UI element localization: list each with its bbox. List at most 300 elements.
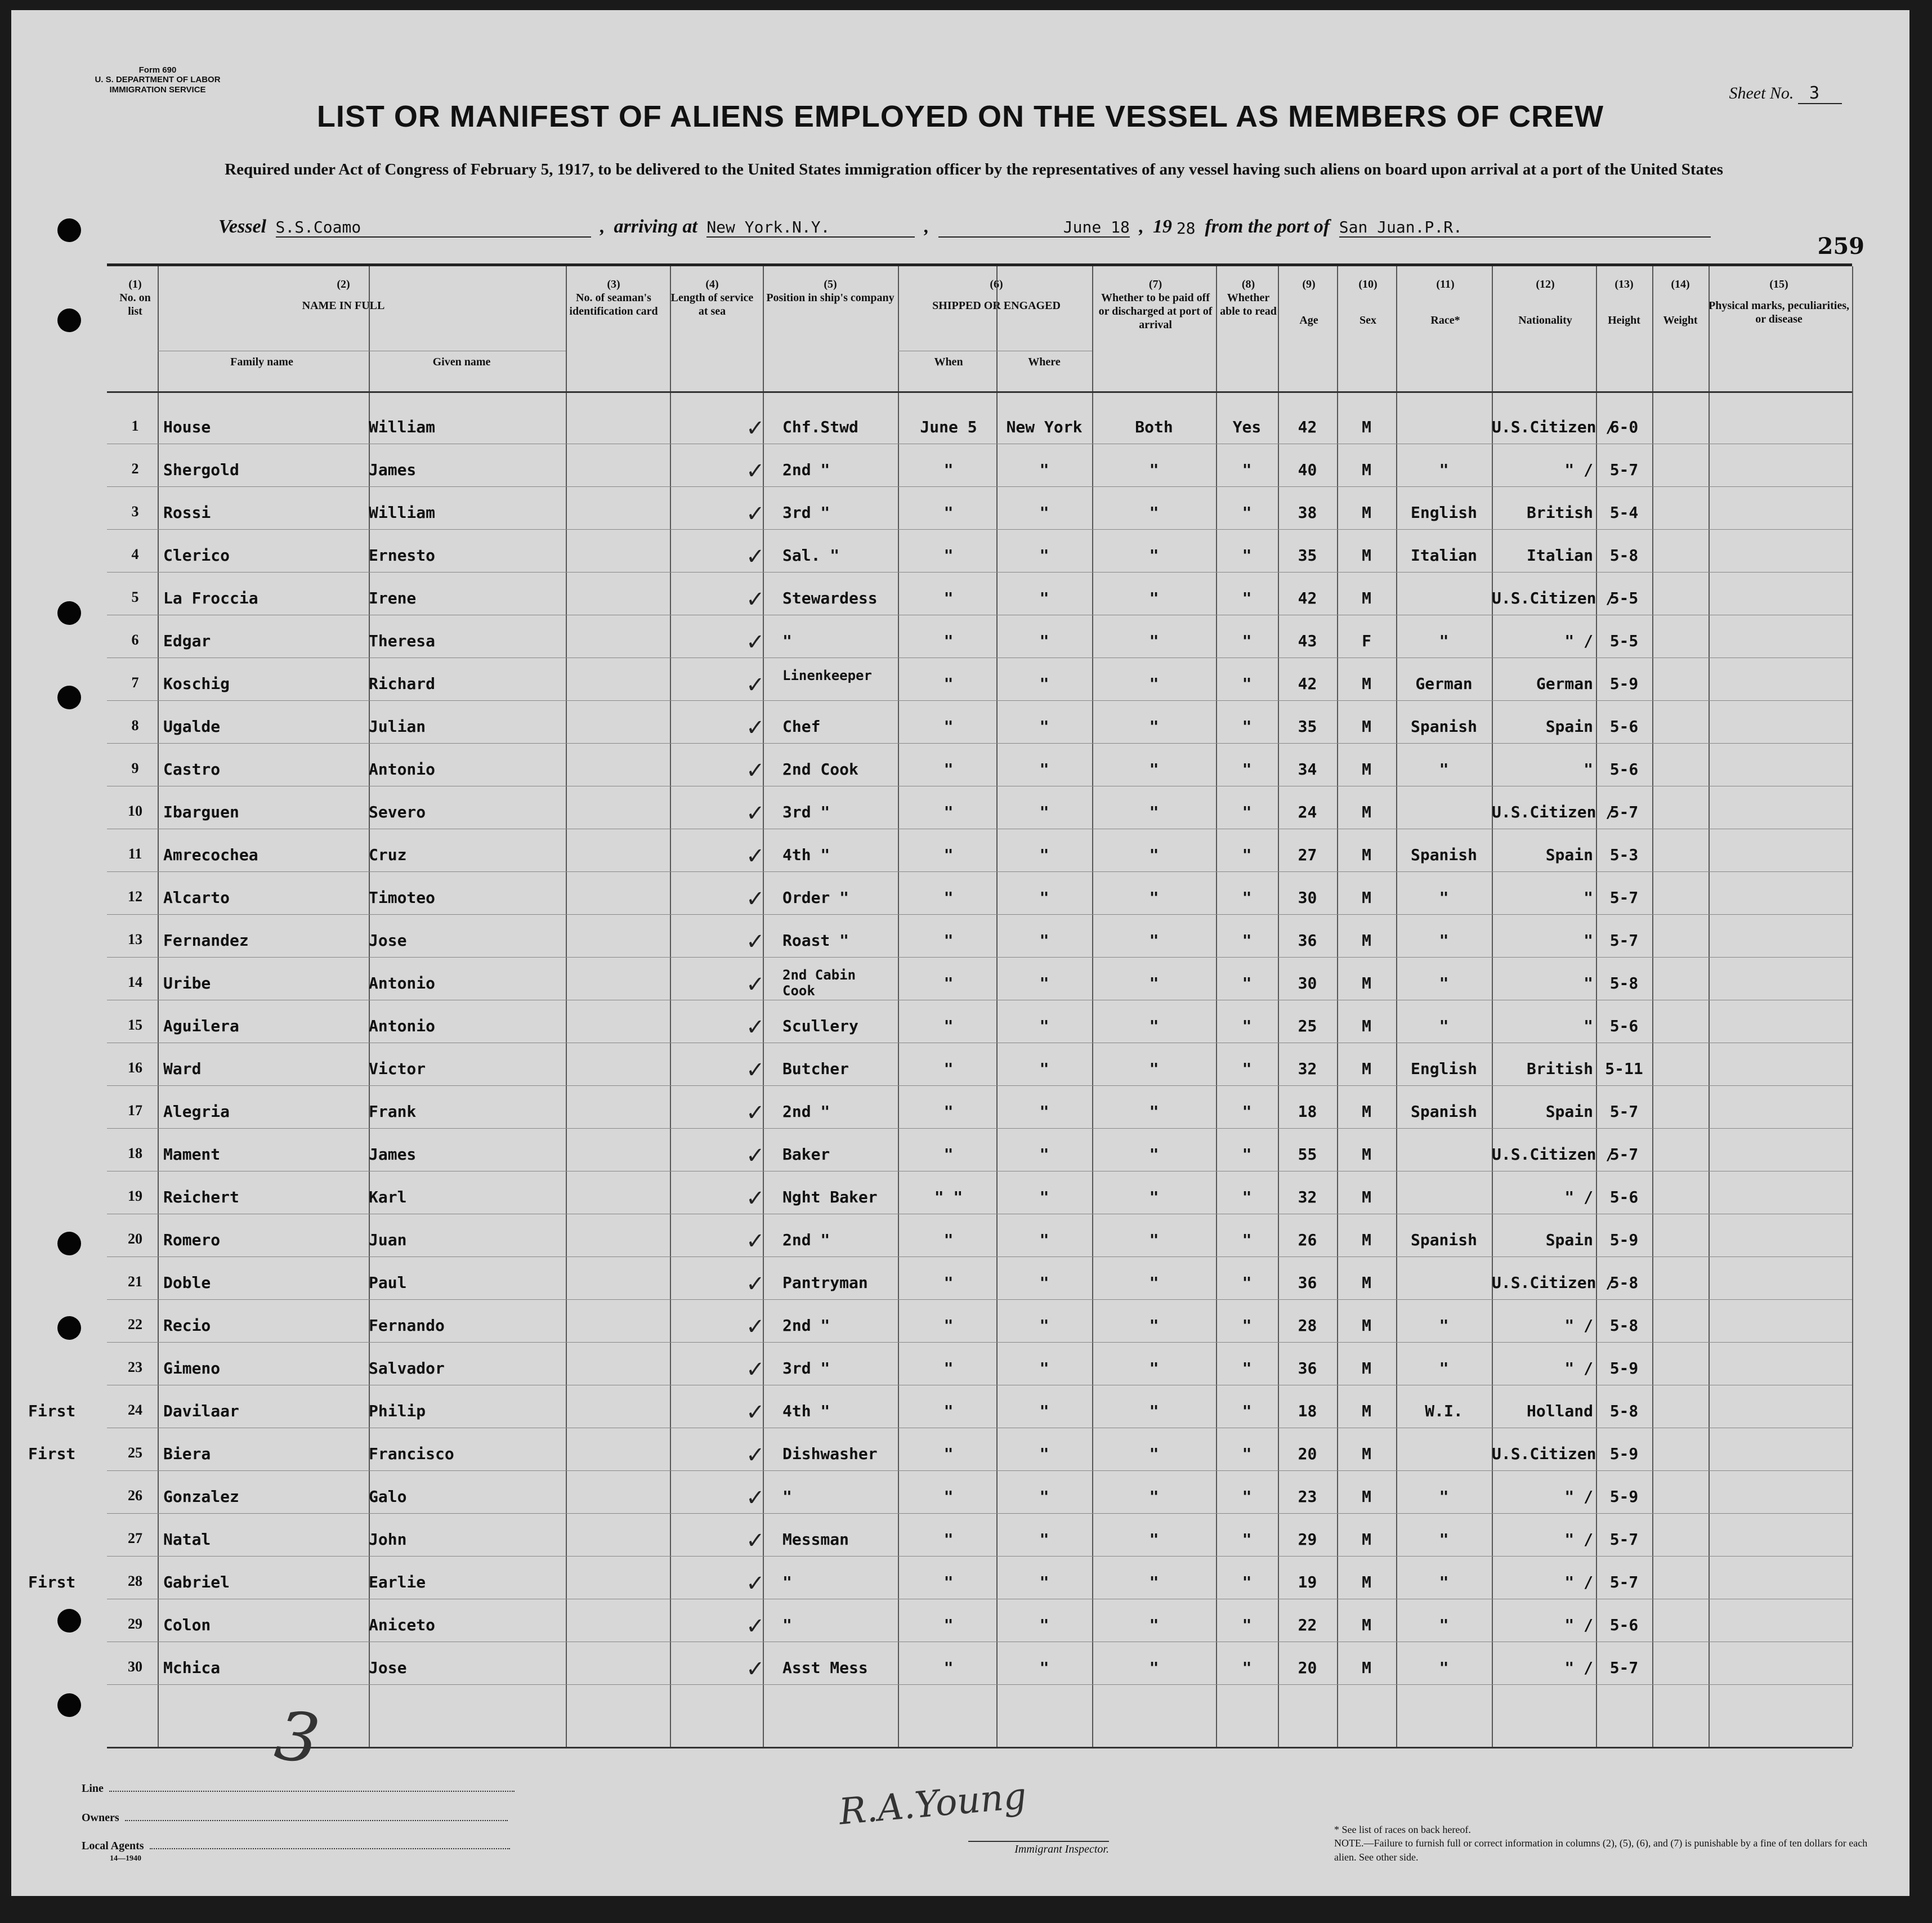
cell-where: " <box>1039 1316 1049 1335</box>
cell-read: Yes <box>1232 418 1262 436</box>
cell-family: Ibarguen <box>163 803 239 821</box>
check-mark-icon: ✓ <box>746 1571 765 1596</box>
cell-family: Davilaar <box>163 1402 239 1420</box>
cell-nationality: British <box>1526 503 1593 522</box>
cell-given: Antonio <box>369 974 436 992</box>
cell-paid: " <box>1149 674 1159 693</box>
cell-given: Irene <box>369 589 417 607</box>
cell-paid: " <box>1149 503 1159 522</box>
cell-age: 42 <box>1298 418 1317 436</box>
cell-height: 5-7 <box>1609 931 1639 950</box>
cell-age: 55 <box>1298 1145 1317 1164</box>
cell-when: " <box>943 1616 954 1634</box>
cell-when: " <box>943 503 954 522</box>
cell-family: Fernandez <box>163 931 249 950</box>
cell-read: " <box>1242 1316 1252 1335</box>
check-mark-icon: ✓ <box>746 458 765 484</box>
cell-height: 6-0 <box>1609 418 1639 436</box>
cell-given: Julian <box>369 717 426 736</box>
cell-when: " <box>943 1487 954 1506</box>
cell-position: Dishwasher <box>782 1445 878 1463</box>
cell-nationality: " <box>1584 974 1593 992</box>
cell-age: 38 <box>1298 503 1317 522</box>
cell-height: 5-7 <box>1609 1658 1639 1677</box>
check-mark-icon: ✓ <box>746 1485 765 1511</box>
cell-when: " <box>943 1402 954 1420</box>
check-mark-icon: ✓ <box>746 1357 765 1383</box>
table-row <box>107 410 1852 453</box>
cell-race: " <box>1439 460 1449 479</box>
cell-nationality: U.S.Citizen <box>1492 1445 1596 1463</box>
cell-height: 5-5 <box>1609 589 1639 607</box>
cell-given: Antonio <box>369 760 436 779</box>
cell-when: June 5 <box>920 418 977 436</box>
cell-age: 27 <box>1298 846 1317 864</box>
cell-family: Reichert <box>163 1188 239 1206</box>
table-row <box>107 923 1852 966</box>
check-mark-icon: ✓ <box>746 501 765 527</box>
cell-race: Spanish <box>1410 1102 1477 1121</box>
cell-height: 5-7 <box>1609 888 1639 907</box>
cell-nationality: Spain <box>1545 846 1593 864</box>
cell-family: Ugalde <box>163 717 221 736</box>
cell-read: " <box>1242 1402 1252 1420</box>
cell-nationality: U.S.Citizen / <box>1492 1145 1616 1164</box>
cell-family: Amrecochea <box>163 846 258 864</box>
cell-height: 5-9 <box>1609 1231 1639 1249</box>
cell-read: " <box>1242 1658 1252 1677</box>
table-row <box>107 667 1852 709</box>
sheet-number-value: 3 <box>1798 83 1842 104</box>
check-mark-icon: ✓ <box>746 758 765 784</box>
cell-no: 10 <box>128 803 142 819</box>
cell-no: 18 <box>128 1145 142 1161</box>
cell-family: Doble <box>163 1273 211 1292</box>
col-service-header: (4) Length of service at sea <box>670 278 754 317</box>
cell-age: 26 <box>1298 1231 1317 1249</box>
cell-nationality: U.S.Citizen / <box>1492 418 1616 436</box>
cell-height: 5-7 <box>1609 1102 1639 1121</box>
cell-paid: " <box>1149 760 1159 779</box>
cell-sex: M <box>1362 1658 1371 1677</box>
cell-race: " <box>1439 1359 1449 1378</box>
cell-position: Linenkeeper <box>782 668 872 683</box>
cell-race: " <box>1439 1487 1449 1506</box>
cell-where: " <box>1039 1231 1049 1249</box>
punch-hole <box>57 1316 81 1340</box>
cell-age: 18 <box>1298 1102 1317 1121</box>
cell-position: " <box>782 632 792 650</box>
cell-given: Jose <box>369 1658 407 1677</box>
cell-family: Shergold <box>163 460 239 479</box>
cell-when: " <box>943 460 954 479</box>
cell-where: " <box>1039 1487 1049 1506</box>
cell-no: 2 <box>131 460 139 477</box>
cell-sex: M <box>1362 1231 1371 1249</box>
cell-nationality: Holland <box>1526 1402 1593 1420</box>
cell-paid: " <box>1149 931 1159 950</box>
cell-when: " <box>943 1273 954 1292</box>
cell-given: William <box>369 418 436 436</box>
cell-position: " <box>782 1487 792 1506</box>
cell-where: " <box>1039 974 1049 992</box>
cell-family: Mament <box>163 1145 221 1164</box>
cell-paid: " <box>1149 546 1159 565</box>
cell-where: " <box>1039 931 1049 950</box>
departure-port: San Juan.P.R. <box>1339 218 1711 238</box>
col-paid-header: (7) Whether to be paid off or discharged at port of arrival <box>1098 278 1213 331</box>
handwritten-number: 3 <box>270 1696 324 1780</box>
cell-age: 36 <box>1298 931 1317 950</box>
cell-where: " <box>1039 1145 1049 1164</box>
cell-age: 36 <box>1298 1273 1317 1292</box>
from-port-label: from the port of <box>1205 216 1330 237</box>
cell-race: Italian <box>1410 546 1477 565</box>
cell-read: " <box>1242 1573 1252 1591</box>
check-mark-icon: ✓ <box>746 1143 765 1169</box>
cell-where: " <box>1039 632 1049 650</box>
cell-age: 34 <box>1298 760 1317 779</box>
table-row <box>107 1009 1852 1052</box>
cell-sex: M <box>1362 1402 1371 1420</box>
cell-position: Butcher <box>782 1059 849 1078</box>
cell-position: Order " <box>782 888 849 907</box>
cell-sex: M <box>1362 674 1371 693</box>
cell-age: 24 <box>1298 803 1317 821</box>
cell-race: " <box>1439 1316 1449 1335</box>
cell-sex: M <box>1362 1102 1371 1121</box>
cell-given: Earlie <box>369 1573 426 1591</box>
cell-no: 14 <box>128 974 142 990</box>
table-row <box>107 1223 1852 1265</box>
cell-height: 5-11 <box>1605 1059 1643 1078</box>
cell-height: 5-8 <box>1609 1402 1639 1420</box>
cell-no: 4 <box>131 546 139 562</box>
check-mark-icon: ✓ <box>746 1442 765 1468</box>
check-mark-icon: ✓ <box>746 1613 765 1639</box>
cell-age: 20 <box>1298 1658 1317 1677</box>
cell-family: Gabriel <box>163 1573 230 1591</box>
cell-position: Scullery <box>782 1017 858 1035</box>
cell-paid: " <box>1149 717 1159 736</box>
cell-sex: M <box>1362 418 1371 436</box>
cell-read: " <box>1242 674 1252 693</box>
table-row <box>107 1522 1852 1565</box>
check-mark-icon: ✓ <box>746 1228 765 1254</box>
cell-no: 3 <box>131 503 139 520</box>
cell-when: " <box>943 1530 954 1549</box>
table-row <box>107 1308 1852 1351</box>
cell-race: " <box>1439 931 1449 950</box>
cell-no: 21 <box>128 1273 142 1290</box>
cell-position: 2nd " <box>782 460 830 479</box>
cell-sex: M <box>1362 460 1371 479</box>
table-row <box>107 581 1852 624</box>
cell-paid: " <box>1149 1059 1159 1078</box>
table-row <box>28 1394 1852 1437</box>
cell-given: Philip <box>369 1402 426 1420</box>
cell-position: 4th " <box>782 1402 830 1420</box>
cell-no: 22 <box>128 1316 142 1332</box>
cell-when: " <box>943 589 954 607</box>
race-footnote: * See list of races on back hereof. <box>1334 1824 1471 1835</box>
cell-age: 40 <box>1298 460 1317 479</box>
cell-position: Baker <box>782 1145 830 1164</box>
service-name: IMMIGRATION SERVICE <box>109 84 206 95</box>
cell-paid: " <box>1149 1359 1159 1378</box>
column-rule <box>1852 266 1853 1747</box>
cell-when: " <box>943 1059 954 1078</box>
cell-sex: M <box>1362 888 1371 907</box>
cell-age: 29 <box>1298 1530 1317 1549</box>
cell-family: Castro <box>163 760 221 779</box>
check-mark-icon: ✓ <box>746 544 765 570</box>
cell-race: " <box>1439 888 1449 907</box>
table-row <box>107 966 1852 1009</box>
cell-when: " <box>943 760 954 779</box>
cell-when: " <box>943 803 954 821</box>
cell-race: W.I. <box>1425 1402 1463 1420</box>
cell-sex: M <box>1362 1316 1371 1335</box>
col-marks-header: (15) Physical marks, peculiarities, or disease <box>1709 278 1849 325</box>
cell-when: " <box>943 1145 954 1164</box>
cell-read: " <box>1242 931 1252 950</box>
cell-position: Roast " <box>782 931 849 950</box>
check-mark-icon: ✓ <box>746 800 765 826</box>
cell-where: " <box>1039 1359 1049 1378</box>
cell-paid: " <box>1149 888 1159 907</box>
cell-paid: " <box>1149 846 1159 864</box>
cell-family: Aguilera <box>163 1017 239 1035</box>
table-row <box>107 1180 1852 1223</box>
cell-position: 2nd " <box>782 1231 830 1249</box>
cell-mark: First <box>28 1573 76 1591</box>
cell-when: " <box>943 888 954 907</box>
table-row <box>107 752 1852 795</box>
cell-nationality: " / <box>1564 1359 1593 1378</box>
cell-read: " <box>1242 1487 1252 1506</box>
cell-nationality: " <box>1584 888 1593 907</box>
cell-given: Fernando <box>369 1316 445 1335</box>
table-row <box>28 1437 1852 1479</box>
cell-family: Alegria <box>163 1102 230 1121</box>
cell-no: 7 <box>131 674 139 691</box>
cell-height: 5-7 <box>1609 460 1639 479</box>
cell-paid: " <box>1149 1616 1159 1634</box>
cell-family: Gimeno <box>163 1359 221 1378</box>
cell-sex: M <box>1362 1359 1371 1378</box>
cell-given: Karl <box>369 1188 407 1206</box>
cell-family: Koschig <box>163 674 230 693</box>
punch-hole <box>57 686 81 709</box>
cell-paid: " <box>1149 1658 1159 1677</box>
cell-sex: M <box>1362 846 1371 864</box>
cell-nationality: German <box>1536 674 1593 693</box>
cell-where: New York <box>1006 418 1083 436</box>
cell-age: 36 <box>1298 1359 1317 1378</box>
cell-height: 5-8 <box>1609 974 1639 992</box>
cell-paid: " <box>1149 1145 1159 1164</box>
cell-family: Colon <box>163 1616 211 1634</box>
col-sex-header: (10) Sex <box>1358 278 1378 327</box>
cell-sex: M <box>1362 503 1371 522</box>
cell-read: " <box>1242 1616 1252 1634</box>
cell-read: " <box>1242 974 1252 992</box>
table-row <box>107 1351 1852 1394</box>
cell-given: William <box>369 503 436 522</box>
table-row <box>107 1608 1852 1651</box>
cell-where: " <box>1039 1102 1049 1121</box>
cell-nationality: British <box>1526 1059 1593 1078</box>
cell-family: Uribe <box>163 974 211 992</box>
table-row <box>107 453 1852 495</box>
check-mark-icon: ✓ <box>746 1186 765 1211</box>
cell-when: " <box>943 1445 954 1463</box>
cell-given: Francisco <box>369 1445 454 1463</box>
cell-no: 5 <box>131 589 139 605</box>
voyage-line: Vessel S.S.Coamo , arriving at New York.N.Y. , June 18 , 19 28 from the port of San Juan.P.R. <box>214 216 1711 238</box>
punch-hole <box>57 1609 81 1633</box>
vessel-label: Vessel <box>218 216 266 237</box>
cell-sex: M <box>1362 931 1371 950</box>
cell-paid: " <box>1149 1273 1159 1292</box>
cell-paid: " <box>1149 460 1159 479</box>
cell-where: " <box>1039 846 1049 864</box>
col-height-header: (13) Height <box>1608 278 1640 327</box>
cell-position: Messman <box>782 1530 849 1549</box>
cell-age: 19 <box>1298 1573 1317 1591</box>
cell-no: 19 <box>128 1188 142 1204</box>
cell-where: " <box>1039 1658 1049 1677</box>
cell-read: " <box>1242 1145 1252 1164</box>
check-mark-icon: ✓ <box>746 1314 765 1340</box>
cell-where: " <box>1039 546 1049 565</box>
cell-family: La Froccia <box>163 589 258 607</box>
cell-paid: " <box>1149 589 1159 607</box>
cell-height: 5-9 <box>1609 1487 1639 1506</box>
table-row <box>107 1651 1852 1693</box>
cell-read: " <box>1242 717 1252 736</box>
cell-family: Edgar <box>163 632 211 650</box>
cell-race: Spanish <box>1410 717 1477 736</box>
col-read-header: (8) Whether able to read <box>1220 278 1277 317</box>
cell-given: Theresa <box>369 632 436 650</box>
cell-read: " <box>1242 760 1252 779</box>
cell-no: 9 <box>131 760 139 776</box>
check-mark-icon: ✓ <box>746 587 765 612</box>
cell-nationality: Spain <box>1545 1231 1593 1249</box>
manifest-table <box>28 263 1852 1748</box>
punch-hole <box>57 1232 81 1255</box>
cell-position: 3rd " <box>782 503 830 522</box>
cell-when: " <box>943 717 954 736</box>
cell-paid: " <box>1149 1102 1159 1121</box>
cell-nationality: " / <box>1564 1530 1593 1549</box>
cell-read: " <box>1242 503 1252 522</box>
check-mark-icon: ✓ <box>746 1656 765 1682</box>
cell-read: " <box>1242 1059 1252 1078</box>
cell-paid: " <box>1149 1487 1159 1506</box>
arrival-date: June 18 <box>938 218 1130 238</box>
col-nationality-header: (12) Nationality <box>1518 278 1572 327</box>
table-row <box>107 495 1852 538</box>
col-given-header: Given name <box>432 356 491 368</box>
cell-height: 5-6 <box>1609 1616 1639 1634</box>
cell-sex: M <box>1362 589 1371 607</box>
inspector-signature: R.A.Young <box>837 1775 1028 1833</box>
punch-hole <box>57 308 81 332</box>
cell-family: House <box>163 418 211 436</box>
table-row <box>107 1094 1852 1137</box>
cell-when: " <box>943 1359 954 1378</box>
cell-nationality: " / <box>1564 1573 1593 1591</box>
cell-sex: M <box>1362 1059 1371 1078</box>
cell-nationality: Spain <box>1545 717 1593 736</box>
cell-family: Gonzalez <box>163 1487 239 1506</box>
cell-where: " <box>1039 1573 1049 1591</box>
cell-nationality: Italian <box>1526 546 1593 565</box>
cell-height: 5-9 <box>1609 1445 1639 1463</box>
cell-given: John <box>369 1530 407 1549</box>
cell-paid: " <box>1149 1402 1159 1420</box>
cell-sex: M <box>1362 760 1371 779</box>
cell-family: Natal <box>163 1530 211 1549</box>
cell-where: " <box>1039 460 1049 479</box>
form-code: 14—1940 <box>110 1854 141 1863</box>
arrival-year: 28 <box>1176 219 1196 238</box>
cell-no: 16 <box>128 1059 142 1076</box>
inspector-label: Immigrant Inspector. <box>968 1841 1109 1856</box>
cell-read: " <box>1242 460 1252 479</box>
cell-family: Clerico <box>163 546 230 565</box>
cell-paid: " <box>1149 974 1159 992</box>
cell-race: " <box>1439 1573 1449 1591</box>
cell-height: 5-3 <box>1609 846 1639 864</box>
cell-paid: " <box>1149 1573 1159 1591</box>
cell-family: Mchica <box>163 1658 221 1677</box>
cell-sex: M <box>1362 1273 1371 1292</box>
cell-position: 3rd " <box>782 1359 830 1378</box>
cell-position: Chf.Stwd <box>782 418 858 436</box>
cell-height: 5-6 <box>1609 717 1639 736</box>
cell-paid: " <box>1149 1530 1159 1549</box>
penalty-note: NOTE.—Failure to furnish full or correct information in columns (2), (5), (6), and (7) is punishable by a fine of ten dollars for each alien. See other side. <box>1334 1837 1868 1863</box>
cell-no: 25 <box>128 1445 142 1461</box>
cell-race: English <box>1410 503 1477 522</box>
stamp-number: 259 <box>1817 233 1864 260</box>
cell-when: " <box>943 1658 954 1677</box>
table-row <box>28 1565 1852 1608</box>
cell-no: 28 <box>128 1573 142 1589</box>
footer-line: Line <box>82 1782 515 1795</box>
cell-where: " <box>1039 1445 1049 1463</box>
cell-given: Salvador <box>369 1359 445 1378</box>
cell-height: 5-9 <box>1609 674 1639 693</box>
cell-position: Pantryman <box>782 1273 868 1292</box>
cell-height: 5-8 <box>1609 1316 1639 1335</box>
col-id-card-header: (3) No. of seaman's identification card <box>569 278 658 317</box>
cell-sex: M <box>1362 1530 1371 1549</box>
cell-given: Paul <box>369 1273 407 1292</box>
punch-hole <box>57 218 81 242</box>
cell-position: 2nd Cook <box>782 760 858 779</box>
cell-height: 5-6 <box>1609 760 1639 779</box>
cell-when: " <box>943 1231 954 1249</box>
cell-sex: M <box>1362 1145 1371 1164</box>
cell-no: 11 <box>128 846 142 862</box>
col-when-header: When <box>934 356 963 368</box>
cell-where: " <box>1039 1402 1049 1420</box>
